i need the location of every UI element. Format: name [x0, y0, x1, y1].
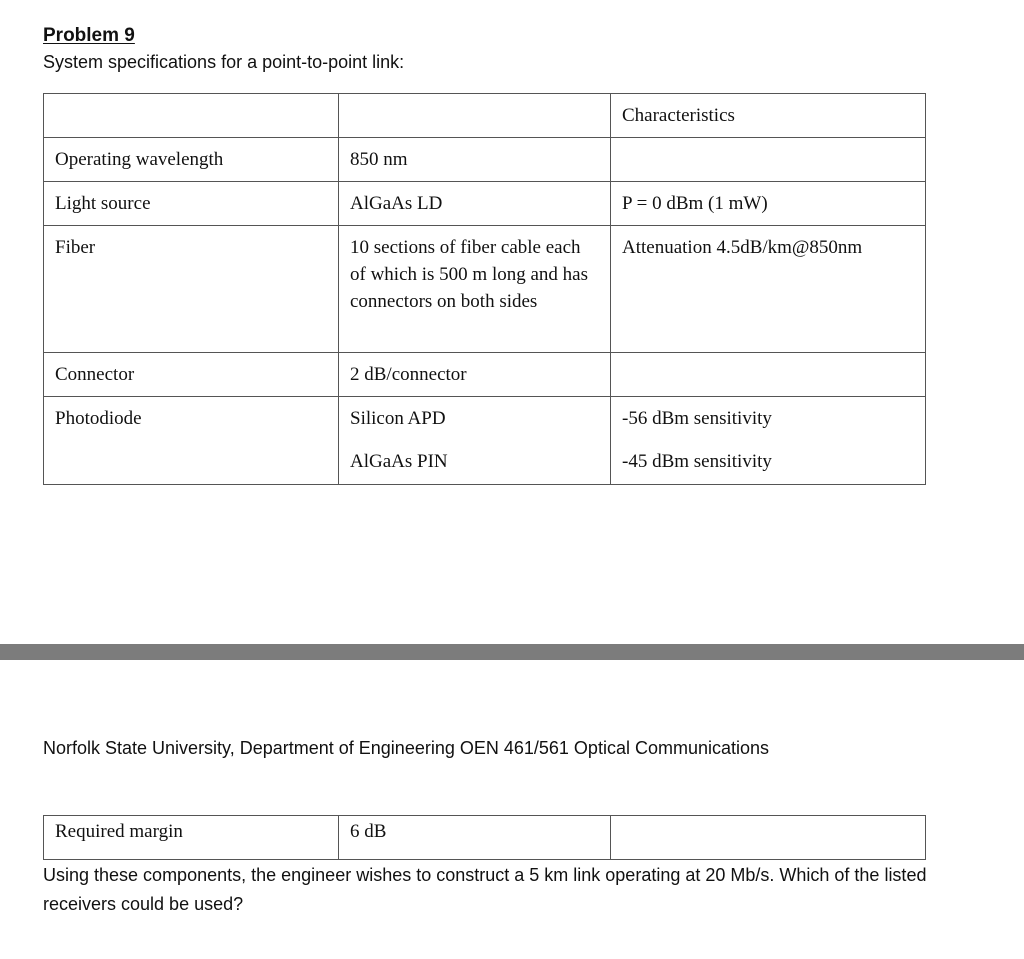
row-value: 850 nm — [339, 138, 611, 182]
row-value — [339, 397, 611, 485]
row-value: 6 dB — [339, 816, 611, 860]
table-row-connector — [44, 353, 926, 397]
row-value: 10 sections of fiber cable each of which is 500 m long and has connectors on both sides — [339, 226, 611, 353]
table-row-light-source — [44, 182, 926, 226]
row-label: Fiber — [44, 226, 339, 353]
row-label: Required margin — [44, 816, 339, 860]
row-label: Light source — [44, 182, 339, 226]
intro-text: System specifications for a point-to-point link: — [43, 52, 405, 72]
row-characteristic: P = 0 dBm (1 mW) — [611, 182, 926, 226]
photodiode-option-pin: AlGaAs PIN — [350, 451, 448, 472]
page-footer: Norfolk State University, Department of Engineering OEN 461/561 Optical Communications — [43, 738, 770, 758]
row-value: 2 dB/connector — [339, 353, 611, 397]
header-cell-characteristics: Characteristics — [611, 94, 926, 138]
row-characteristic — [611, 816, 926, 860]
table-row-required-margin — [44, 816, 926, 860]
pin-sensitivity: -45 dBm sensitivity — [622, 451, 772, 472]
row-characteristic — [611, 353, 926, 397]
row-label: Connector — [44, 353, 339, 397]
row-characteristic — [611, 397, 926, 485]
problem-heading: Problem 9 — [43, 25, 135, 46]
table-header-row — [44, 94, 926, 138]
row-value: AlGaAs LD — [339, 182, 611, 226]
page-divider — [0, 644, 1024, 660]
table-row-fiber — [44, 226, 926, 353]
row-characteristic: Attenuation 4.5dB/km@850nm — [611, 226, 926, 353]
table-row-photodiode — [44, 397, 926, 485]
question-text: Using these components, the engineer wishes to construct a 5 km link operating at 20 Mb/s. Which of the listed receivers could be used? — [43, 865, 927, 914]
row-characteristic — [611, 138, 926, 182]
photodiode-option-apd: Silicon APD — [350, 408, 446, 429]
row-label: Operating wavelength — [44, 138, 339, 182]
header-cell-empty-1 — [44, 94, 339, 138]
header-cell-empty-2 — [339, 94, 611, 138]
row-label: Photodiode — [44, 397, 339, 485]
required-margin-table — [43, 815, 926, 860]
specifications-table — [43, 93, 926, 485]
table-row-wavelength — [44, 138, 926, 182]
apd-sensitivity: -56 dBm sensitivity — [622, 408, 772, 429]
